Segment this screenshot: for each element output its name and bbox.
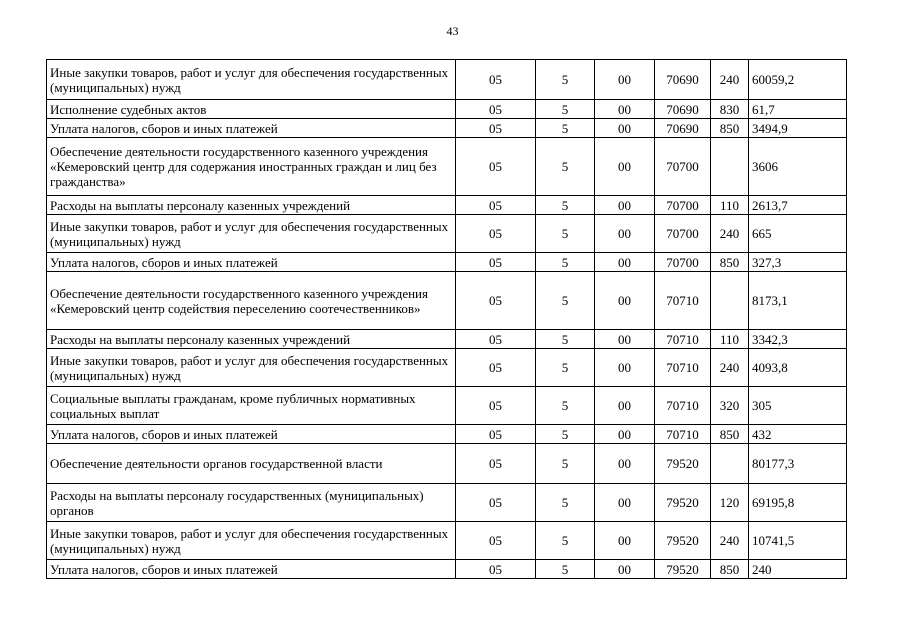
code-cell-3: 00 [595,349,655,387]
code-cell-1: 05 [456,330,536,349]
code-cell-4: 70700 [655,196,711,215]
code-cell-1: 05 [456,253,536,272]
code-cell-1: 05 [456,444,536,484]
table-row [47,425,847,444]
code-cell-3: 00 [595,522,655,560]
code-cell-2: 5 [536,560,595,579]
code-cell-2: 5 [536,522,595,560]
code-cell-3: 00 [595,387,655,425]
code-cell-3: 00 [595,138,655,196]
code-cell-5: 240 [711,349,749,387]
row-name-cell: Расходы на выплаты персоналу казенных учреждений [47,196,456,215]
code-cell-5: 320 [711,387,749,425]
code-cell-4: 79520 [655,484,711,522]
code-cell-3: 00 [595,330,655,349]
table-row [47,330,847,349]
code-cell-1: 05 [456,522,536,560]
row-name-cell: Уплата налогов, сборов и иных платежей [47,253,456,272]
code-cell-4: 70700 [655,253,711,272]
amount-cell: 240 [749,560,847,579]
row-name-cell: Социальные выплаты гражданам, кроме публичных нормативных социальных выплат [47,387,456,425]
table-row [47,253,847,272]
code-cell-4: 79520 [655,560,711,579]
code-cell-2: 5 [536,272,595,330]
code-cell-1: 05 [456,349,536,387]
code-cell-5: 850 [711,253,749,272]
code-cell-2: 5 [536,60,595,100]
code-cell-3: 00 [595,215,655,253]
code-cell-3: 00 [595,100,655,119]
table-row [47,560,847,579]
code-cell-1: 05 [456,387,536,425]
amount-cell: 327,3 [749,253,847,272]
row-name-cell: Уплата налогов, сборов и иных платежей [47,425,456,444]
code-cell-5: 850 [711,425,749,444]
code-cell-3: 00 [595,196,655,215]
code-cell-3: 00 [595,560,655,579]
row-name-cell: Иные закупки товаров, работ и услуг для обеспечения государственных (муниципальных) нужд [47,60,456,100]
code-cell-5 [711,272,749,330]
table-row [47,119,847,138]
code-cell-4: 70710 [655,387,711,425]
code-cell-4: 79520 [655,522,711,560]
code-cell-2: 5 [536,196,595,215]
code-cell-1: 05 [456,119,536,138]
code-cell-1: 05 [456,196,536,215]
page-number: 43 [446,24,459,38]
amount-cell: 8173,1 [749,272,847,330]
row-name-cell: Обеспечение деятельности органов государственной власти [47,444,456,484]
table-row [47,444,847,484]
code-cell-3: 00 [595,253,655,272]
code-cell-1: 05 [456,484,536,522]
amount-cell: 69195,8 [749,484,847,522]
code-cell-1: 05 [456,272,536,330]
code-cell-1: 05 [456,560,536,579]
amount-cell: 432 [749,425,847,444]
code-cell-4: 70690 [655,60,711,100]
code-cell-4: 70710 [655,349,711,387]
code-cell-4: 70690 [655,119,711,138]
code-cell-2: 5 [536,138,595,196]
code-cell-2: 5 [536,425,595,444]
table-row [47,272,847,330]
code-cell-1: 05 [456,425,536,444]
code-cell-5: 240 [711,215,749,253]
code-cell-3: 00 [595,444,655,484]
table-row [47,387,847,425]
code-cell-5: 110 [711,196,749,215]
table-row [47,349,847,387]
code-cell-5 [711,444,749,484]
table-body [47,60,847,579]
amount-cell: 2613,7 [749,196,847,215]
row-name-cell: Расходы на выплаты персоналу государственных (муниципальных) органов [47,484,456,522]
row-name-cell: Уплата налогов, сборов и иных платежей [47,119,456,138]
code-cell-1: 05 [456,215,536,253]
code-cell-2: 5 [536,215,595,253]
code-cell-3: 00 [595,425,655,444]
code-cell-4: 70710 [655,330,711,349]
code-cell-2: 5 [536,330,595,349]
amount-cell: 305 [749,387,847,425]
code-cell-4: 70710 [655,272,711,330]
table-row [47,138,847,196]
row-name-cell: Иные закупки товаров, работ и услуг для обеспечения государственных (муниципальных) нужд [47,522,456,560]
code-cell-3: 00 [595,272,655,330]
row-name-cell: Обеспечение деятельности государственного казенного учреждения «Кемеровский центр для содержания иностранных граждан и лиц без гражданства» [47,138,456,196]
code-cell-5: 120 [711,484,749,522]
code-cell-5: 240 [711,60,749,100]
row-name-cell: Иные закупки товаров, работ и услуг для обеспечения государственных (муниципальных) нужд [47,215,456,253]
code-cell-5: 240 [711,522,749,560]
code-cell-2: 5 [536,100,595,119]
amount-cell: 80177,3 [749,444,847,484]
code-cell-1: 05 [456,100,536,119]
code-cell-3: 00 [595,119,655,138]
budget-table [46,59,847,579]
code-cell-4: 70700 [655,215,711,253]
amount-cell: 4093,8 [749,349,847,387]
table-row [47,196,847,215]
code-cell-3: 00 [595,484,655,522]
code-cell-4: 70710 [655,425,711,444]
table-row [47,522,847,560]
code-cell-4: 70700 [655,138,711,196]
code-cell-5: 850 [711,119,749,138]
code-cell-1: 05 [456,60,536,100]
code-cell-5: 830 [711,100,749,119]
code-cell-4: 70690 [655,100,711,119]
code-cell-2: 5 [536,349,595,387]
row-name-cell: Расходы на выплаты персоналу казенных учреждений [47,330,456,349]
table-row [47,100,847,119]
amount-cell: 3494,9 [749,119,847,138]
row-name-cell: Иные закупки товаров, работ и услуг для обеспечения государственных (муниципальных) нужд [47,349,456,387]
code-cell-2: 5 [536,387,595,425]
code-cell-1: 05 [456,138,536,196]
amount-cell: 10741,5 [749,522,847,560]
code-cell-5 [711,138,749,196]
row-name-cell: Исполнение судебных актов [47,100,456,119]
amount-cell: 61,7 [749,100,847,119]
code-cell-3: 00 [595,60,655,100]
amount-cell: 60059,2 [749,60,847,100]
amount-cell: 3342,3 [749,330,847,349]
code-cell-5: 850 [711,560,749,579]
table-row [47,60,847,100]
code-cell-5: 110 [711,330,749,349]
code-cell-2: 5 [536,444,595,484]
table-row [47,215,847,253]
amount-cell: 665 [749,215,847,253]
code-cell-2: 5 [536,119,595,138]
row-name-cell: Обеспечение деятельности государственного казенного учреждения «Кемеровский центр содействия переселению соотечественников» [47,272,456,330]
code-cell-4: 79520 [655,444,711,484]
amount-cell: 3606 [749,138,847,196]
code-cell-2: 5 [536,484,595,522]
row-name-cell: Уплата налогов, сборов и иных платежей [47,560,456,579]
code-cell-2: 5 [536,253,595,272]
table-row [47,484,847,522]
